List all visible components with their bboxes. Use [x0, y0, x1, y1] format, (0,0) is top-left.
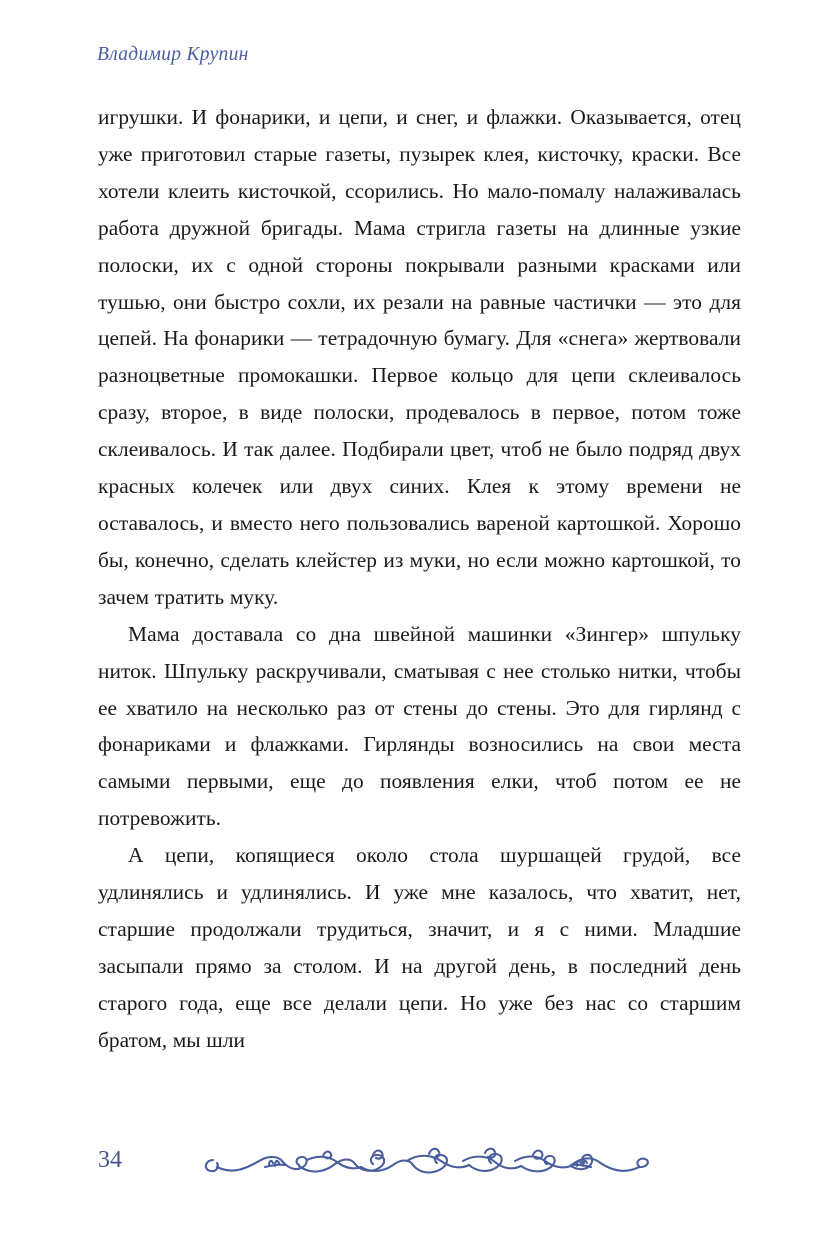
- ornament-graphic: [203, 1142, 653, 1184]
- body-paragraph: А цепи, копящиеся около стола шуршащей грудой, все удлинялись и удлинялись. И уже мне казалось, что хватит, нет, старшие продолжали трудиться, значит, и я с ними. Младшие засыпали прямо за столом. И на другой день, в последний день старого года, еще все делали цепи. Но уже без нас со старшим братом, мы шли: [98, 843, 741, 1052]
- running-head-author: Владимир Крупин: [97, 44, 249, 65]
- page-number: 34: [98, 1147, 122, 1173]
- body-paragraph: игрушки. И фонарики, и цепи, и снег, и флажки. Оказывается, отец уже приготовил старые газеты, пузырек клея, кисточку, краски. Все хотели клеить кисточкой, ссорились. Но мало-помалу налаживалась работа дружной бригады. Мама стригла газеты на длинные узкие полоски, их с одной стороны покрывали разными красками или тушью, они быстро сохли, их резали на равные частички — это для цепей. На фонарики — тетрадочную бумагу. Для «снега» жертвовали разноцветные промокашки. Первое кольцо для цепи склеивалось сразу, второе, в виде полоски, продевалось в первое, потом тоже склеивалось. И так далее. Подбирали цвет, чтоб не было подряд двух красных колечек или двух синих. Клея к этому времени не оставалось, и вместо него пользовались вареной картошкой. Хорошо бы, конечно, сделать клейстер из муки, но если можно картошкой, то зачем тратить муку.: [98, 105, 741, 609]
- body-text-block: [98, 99, 741, 1059]
- calligraphic-flourish-ornament: [203, 1142, 653, 1184]
- body-paragraph: Мама доставала со дна швейной машинки «Зингер» шпульку ниток. Шпульку раскручивали, сматывая с нее столько нитки, чтобы ее хватило на несколько раз от стены до стены. Это для гирлянд с фонариками и флажками. Гирлянды возносились на свои места самыми первыми, еще до появления елки, чтоб потом ее не потревожить.: [98, 621, 741, 831]
- page-footer: [0, 1142, 827, 1202]
